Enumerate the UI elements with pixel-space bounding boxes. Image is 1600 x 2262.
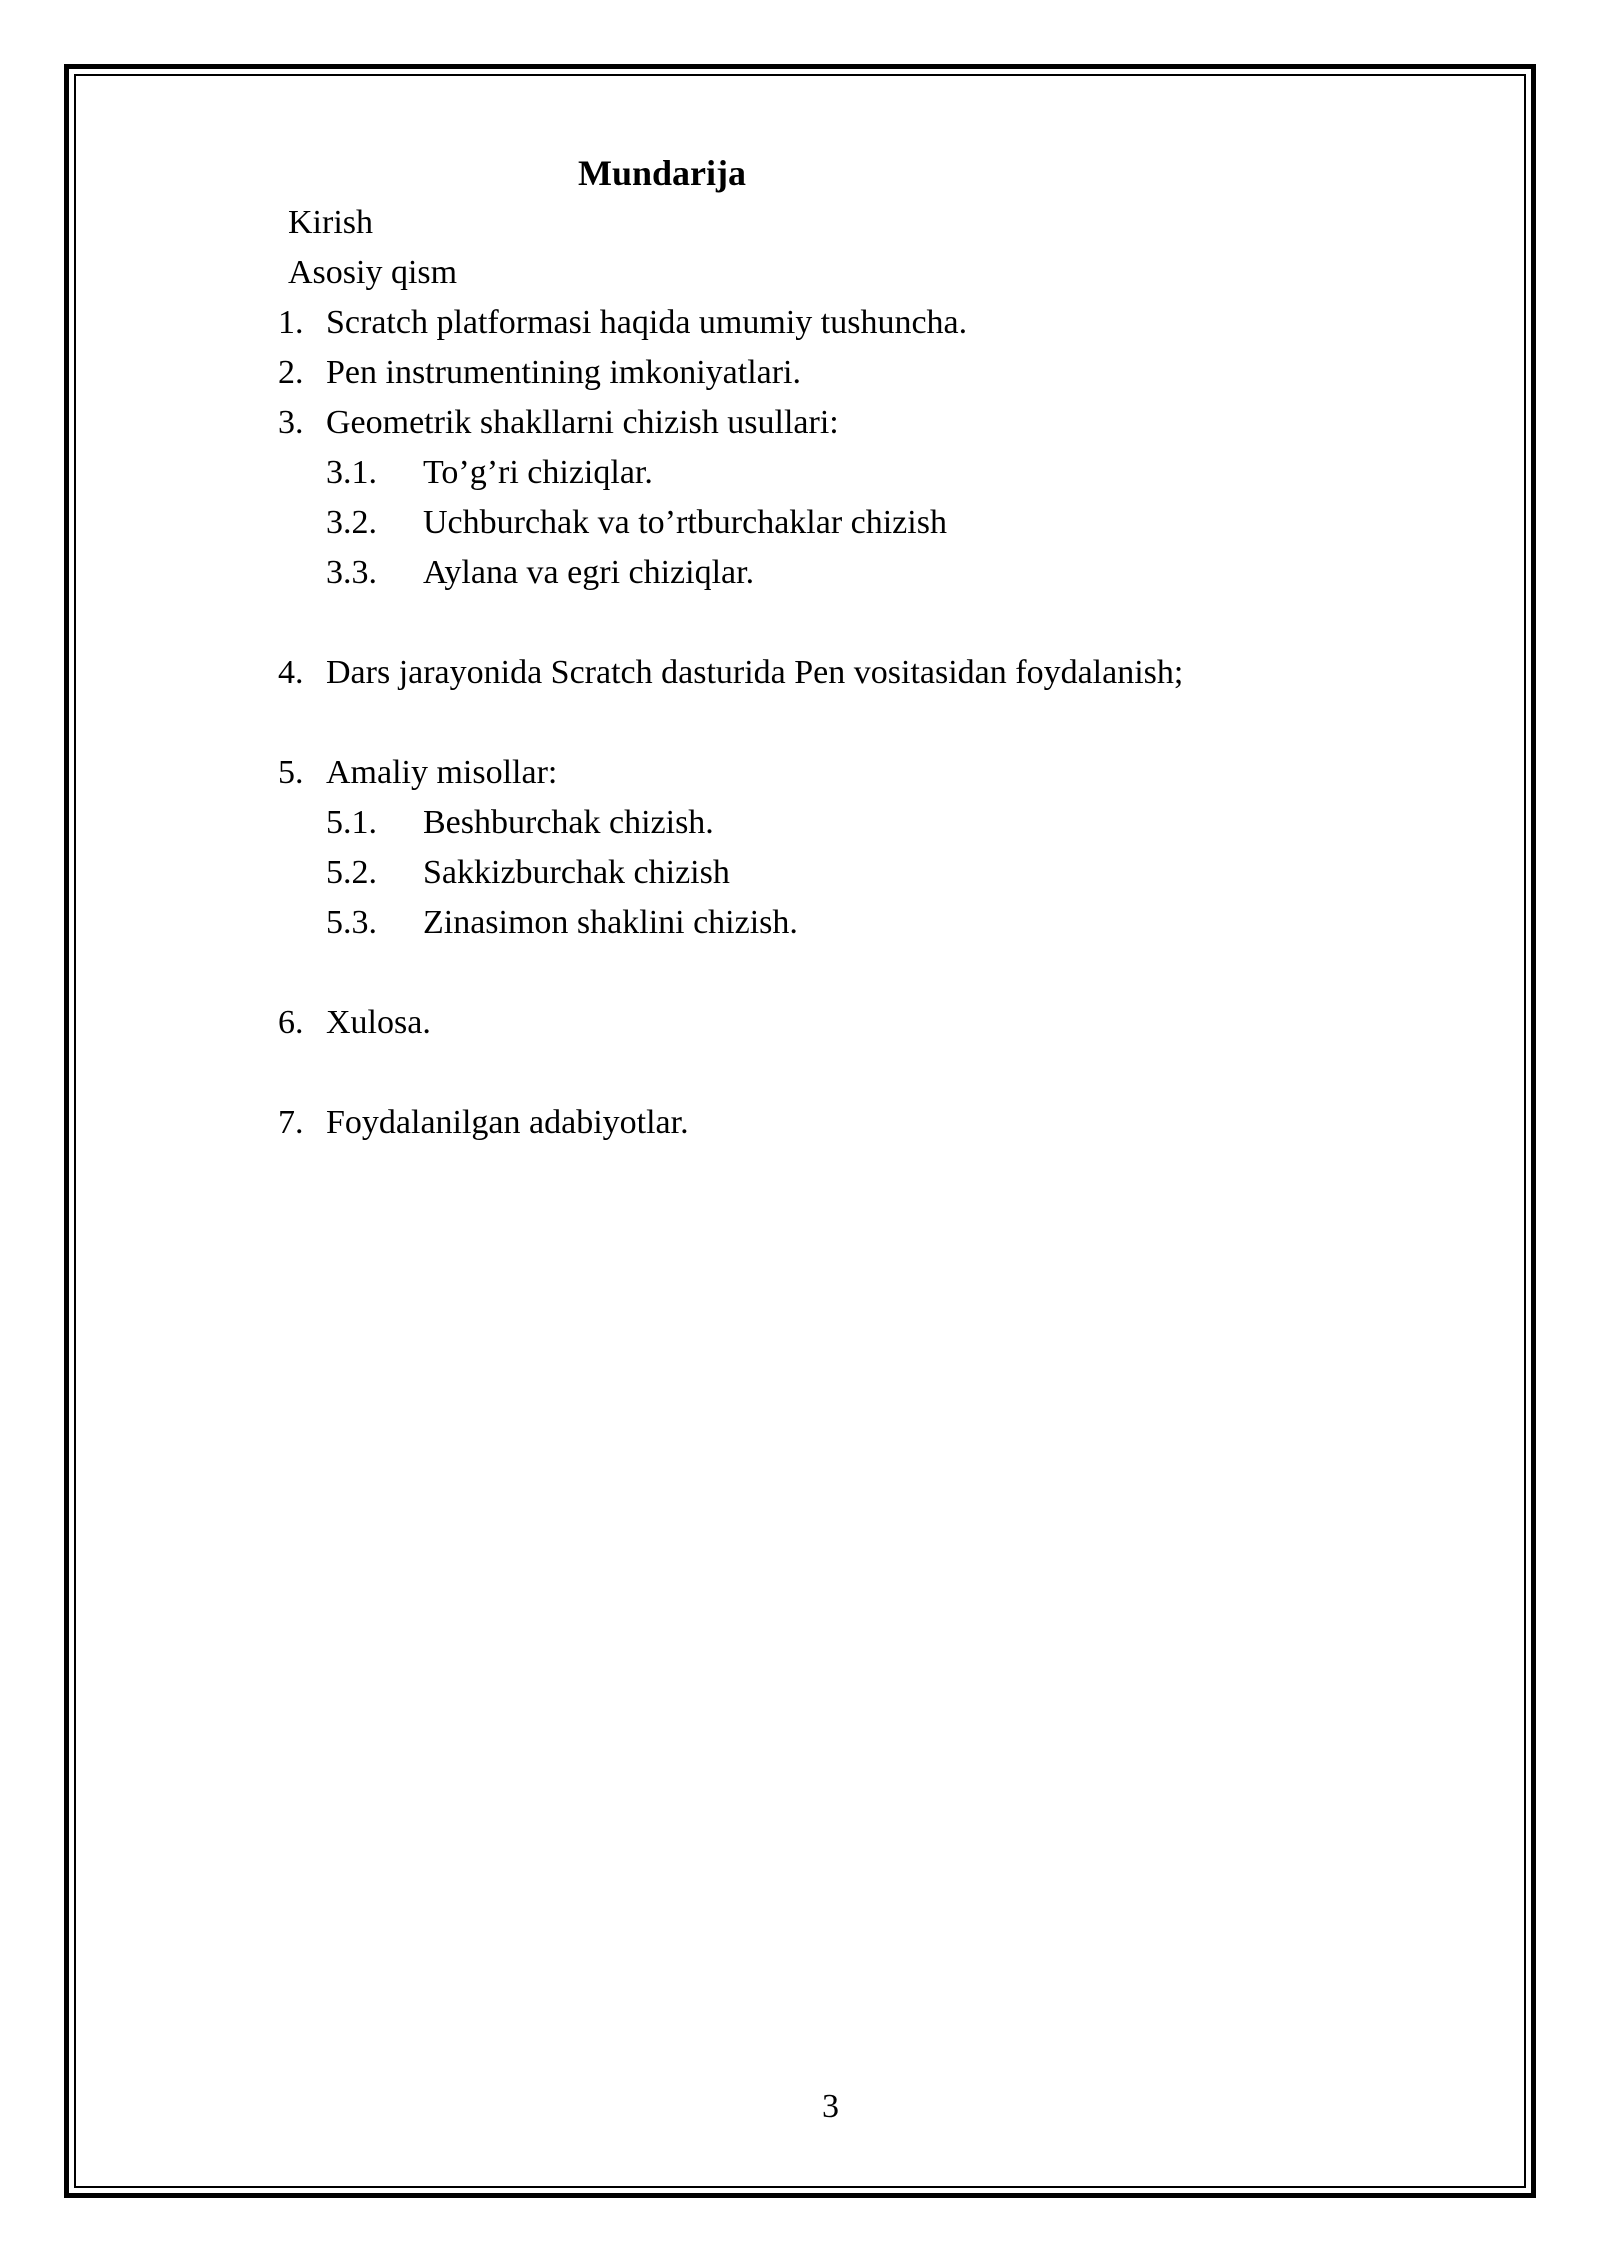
toc-subitem-text: Sakkizburchak chizish	[423, 854, 730, 891]
toc-item-text: Xulosa.	[326, 1004, 431, 1041]
toc-subitem-number: 5.3.	[326, 904, 377, 941]
toc-subitem-text: Uchburchak va to’rtburchaklar chizish	[423, 504, 947, 541]
toc-subitem-text: Zinasimon shaklini chizish.	[423, 904, 798, 941]
toc-subitem-text: Aylana va egri chiziqlar.	[423, 554, 755, 591]
toc-item-text: Pen instrumentining imkoniyatlari.	[326, 354, 802, 391]
toc-item-text: Foydalanilgan adabiyotlar.	[326, 1104, 689, 1141]
toc-subitem-number: 3.3.	[326, 554, 377, 591]
toc-item-number: 1.	[278, 304, 304, 341]
toc-subitem-number: 3.1.	[326, 454, 377, 491]
toc-item-text: Amaliy misollar:	[326, 754, 558, 791]
toc-item-text: Scratch platformasi haqida umumiy tushuncha.	[326, 304, 968, 341]
toc-item-number: 5.	[278, 754, 304, 791]
toc-subitem-number: 3.2.	[326, 504, 377, 541]
toc-item-number: 6.	[278, 1004, 304, 1041]
page-number: 3	[822, 2088, 839, 2125]
toc-subitem-number: 5.2.	[326, 854, 377, 891]
toc-intro-asosiy-qism: Asosiy qism	[288, 254, 458, 291]
page-title: Mundarija	[578, 153, 747, 193]
toc-item-text: Geometrik shakllarni chizish usullari:	[326, 404, 839, 441]
toc-subitem-text: To’g’ri chiziqlar.	[423, 454, 653, 491]
toc-subitem-number: 5.1.	[326, 804, 377, 841]
toc-item-number: 2.	[278, 354, 304, 391]
toc-item-number: 4.	[278, 654, 304, 691]
toc-item-number: 7.	[278, 1104, 304, 1141]
toc-subitem-text: Beshburchak chizish.	[423, 804, 714, 841]
toc-item-text: Dars jarayonida Scratch dasturida Pen vositasidan foydalanish;	[326, 654, 1184, 691]
toc-intro-kirish: Kirish	[288, 204, 373, 241]
toc-item-number: 3.	[278, 404, 304, 441]
